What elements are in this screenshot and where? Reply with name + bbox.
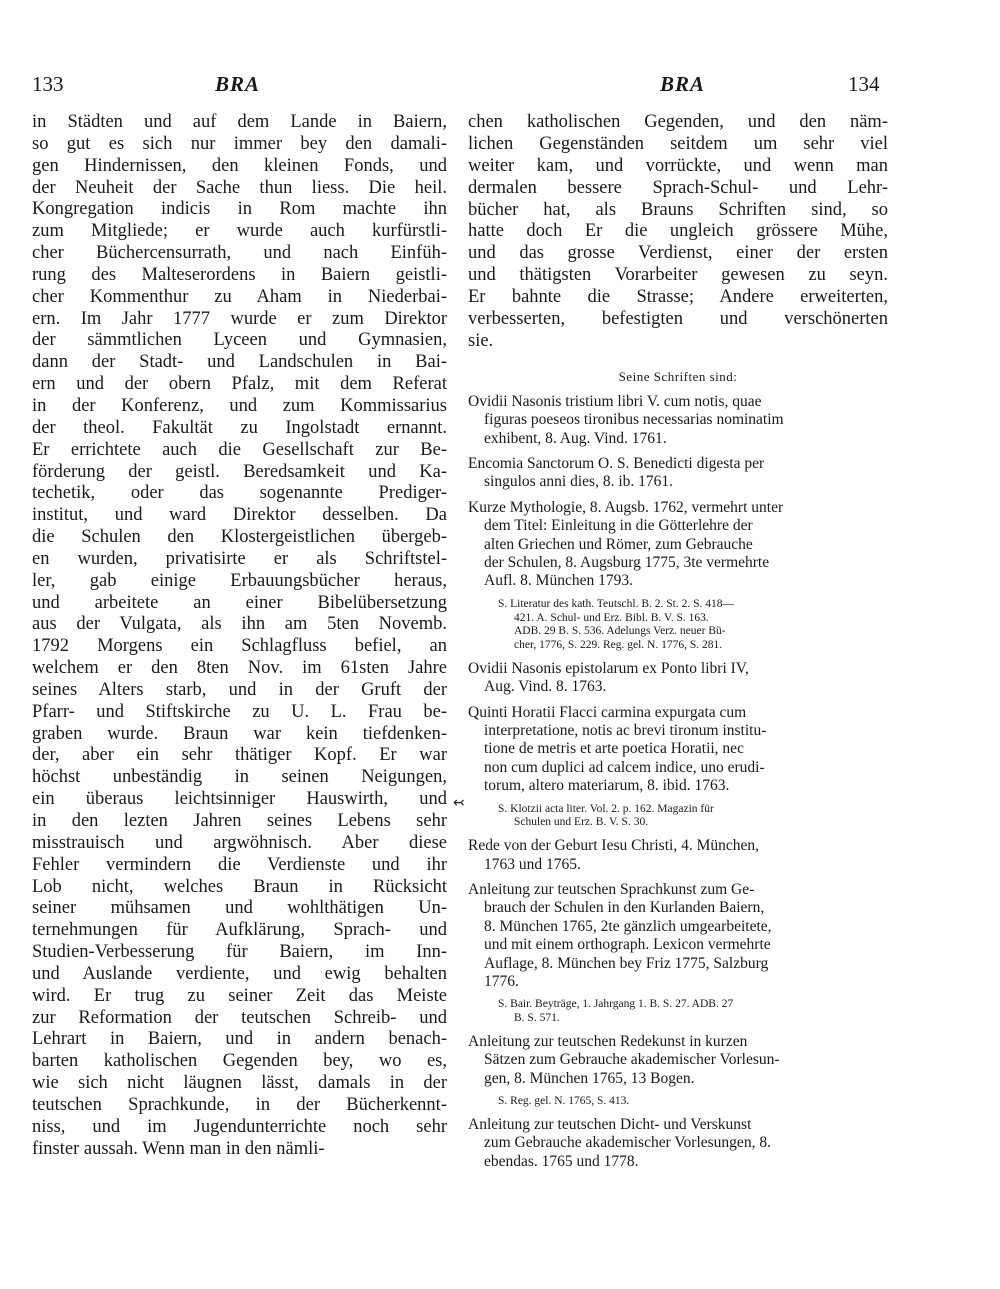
- bibliography-entry: [468, 1033, 888, 1088]
- entry-line: Sätzen zum Gebrauche akademischer Vorlesun-: [484, 1051, 780, 1069]
- works-list: [468, 393, 888, 1171]
- text-line: zum Mitgliede; er wurde auch kurfürstli-: [32, 221, 447, 242]
- text-line: sie.: [468, 330, 494, 351]
- text-line: der sämmtlichen Lyceen und Gymnasien,: [32, 330, 447, 351]
- left-column: [32, 112, 447, 1161]
- entry-line: Anleitung zur teutschen Dicht- und Verskunst: [468, 1115, 752, 1133]
- entry-line: Ovidii Nasonis tristium libri V. cum notis, quae: [468, 392, 762, 410]
- text-line: dann der Stadt- und Landschulen in Bai-: [32, 352, 447, 373]
- works-heading: Seine Schriften sind:: [618, 368, 738, 384]
- page-header: [0, 72, 1000, 102]
- text-line: Lehrart in Baiern, und in andern benach-: [32, 1029, 447, 1050]
- text-line: ein überaus leichtsinniger Hauswirth, und: [32, 789, 447, 810]
- note-line: B. S. 571.: [514, 1012, 560, 1025]
- bibliography-entry: [468, 881, 888, 991]
- entry-line: Anleitung zur teutschen Redekunst in kurzen: [468, 1032, 748, 1050]
- entry-line: exhibent, 8. Aug. Vind. 1761.: [484, 429, 667, 447]
- text-line: graben wurde. Braun war kein tiefdenken-: [32, 723, 447, 744]
- text-line: Kongregation indicis in Rom machte ihn: [32, 199, 447, 220]
- text-line: Lob nicht, welches Braun in Rücksicht: [32, 876, 447, 897]
- text-line: ler, gab einige Erbauungsbücher heraus,: [32, 570, 447, 591]
- bibliography-entry: [468, 499, 888, 591]
- text-line: zur Reformation der teutschen Schreib- und: [32, 1007, 447, 1028]
- entry-line: figuras poeseos tironibus necessarias nominatim: [484, 411, 784, 429]
- bibliography-entry: [468, 704, 888, 796]
- text-line: ern. Im Jahr 1777 wurde er zum Direktor: [32, 308, 447, 329]
- text-line: in Städten und auf dem Lande in Baiern,: [32, 112, 447, 132]
- entry-line: der Schulen, 8. Augsburg 1775, 3te vermehrte: [484, 553, 770, 571]
- text-line: barten katholischen Gegenden bey, wo es,: [32, 1051, 447, 1072]
- text-line: förderung der geistl. Beredsamkeit und Ka-: [32, 461, 447, 482]
- entry-line: Auflage, 8. München bey Friz 1775, Salzburg: [484, 954, 769, 972]
- text-line: dermalen bessere Sprach-Schul- und Lehr-: [468, 177, 888, 198]
- entry-line: ebendas. 1765 und 1778.: [484, 1152, 639, 1170]
- text-line: gen Hindernissen, den kleinen Fonds, und: [32, 155, 447, 176]
- text-line: und thätigsten Vorarbeiter gewesen zu seyn.: [468, 265, 888, 286]
- bibliography-entry: [468, 393, 888, 448]
- text-line: in den lezten Jahren seines Lebens sehr: [32, 811, 447, 831]
- right-column: [468, 112, 888, 1178]
- text-line: techetik, oder das sogenannte Prediger-: [32, 483, 447, 504]
- text-line: der theol. Fakultät zu Ingolstadt ernannt.: [32, 417, 447, 438]
- note-line: S. Reg. gel. N. 1765, S. 413.: [498, 1095, 630, 1108]
- text-line: Pfarr- und Stiftskirche zu U. L. Frau be-: [32, 701, 447, 722]
- page-number-right: 134: [848, 72, 880, 96]
- text-line: die Schulen den Klostergeistlichen übergeb-: [32, 527, 447, 548]
- running-head-right: BRA: [660, 72, 706, 96]
- marginal-mark: ↢: [453, 795, 465, 811]
- entry-line: und mit einem orthograph. Lexicon vermehrte: [484, 936, 771, 954]
- entry-line: Quinti Horatii Flacci carmina expurgata cum: [468, 703, 747, 721]
- text-line: verbesserten, befestigten und verschönerten: [468, 309, 888, 330]
- entry-line: Ovidii Nasonis epistolarum ex Ponto libri IV,: [468, 659, 749, 677]
- text-line: Er errichtete auch die Gesellschaft zur Be-: [32, 439, 447, 460]
- bibliography-note: [468, 598, 888, 653]
- entry-line: Kurze Mythologie, 8. Augsb. 1762, vermehrt unter: [468, 498, 784, 516]
- note-line: S. Klotzii acta liter. Vol. 2. p. 162. Magazin für: [498, 802, 714, 815]
- text-line: cher Kommenthur zu Aham in Niederbai-: [32, 286, 447, 307]
- text-line: welchem er den 8ten Nov. im 61sten Jahre: [32, 658, 447, 679]
- text-line: und das grosse Verdienst, einer der ersten: [468, 243, 888, 264]
- entry-line: Anleitung zur teutschen Sprachkunst zum Ge-: [468, 881, 755, 898]
- entry-line: tione de metris et arte poetica Horatii, nec: [484, 740, 744, 758]
- text-line: und Auslande verdiente, und ewig behalten: [32, 963, 447, 984]
- text-line: weiter kam, und vorrückte, und wenn man: [468, 155, 888, 176]
- text-line: lichen Gegenständen seitdem um sehr viel: [468, 133, 888, 154]
- entry-line: dem Titel: Einleitung in die Götterlehre der: [484, 517, 753, 535]
- entry-line: brauch der Schulen in den Kurlanden Baiern,: [484, 899, 765, 917]
- note-line: ADB. 29 B. S. 536. Adelungs Verz. neuer Bü-: [514, 625, 726, 638]
- text-line: teutschen Sprachkunde, in der Bücherkennt-: [32, 1094, 447, 1115]
- entry-line: 1776.: [484, 972, 519, 990]
- bibliography-entry: [468, 837, 888, 874]
- text-line: der Neuheit der Sache thun liess. Die heil.: [32, 177, 447, 198]
- entry-line: 8. München 1765, 2te gänzlich umgearbeitete,: [484, 917, 772, 935]
- note-line: S. Literatur des kath. Teutschl. B. 2. St. 2. S. 418—: [498, 597, 734, 610]
- text-line: 1792 Morgens ein Schlagfluss befiel, an: [32, 636, 447, 657]
- text-line: rung des Malteserordens in Baiern geistli-: [32, 264, 447, 285]
- right-column-text: [468, 112, 888, 353]
- entry-line: Rede von der Geburt Iesu Christi, 4. München,: [468, 837, 759, 855]
- text-line: chen katholischen Gegenden, und den näm-: [468, 112, 888, 132]
- text-line: bücher hat, als Brauns Schriften sind, so: [468, 199, 888, 220]
- entry-line: interpretatione, notis ac brevi tironum institu-: [484, 722, 767, 740]
- bibliography-note: [468, 998, 888, 1026]
- text-line: Er bahnte die Strasse; Andere erweiterten,: [468, 287, 888, 308]
- text-line: institut, und ward Direktor desselben. Da: [32, 505, 447, 526]
- text-line: ternehmungen für Aufklärung, Sprach- und: [32, 920, 447, 941]
- text-line: wie sich nicht läugnen lässt, damals in der: [32, 1073, 447, 1094]
- text-line: so gut es sich nur immer bey den damali-: [32, 133, 447, 154]
- note-line: cher, 1776, S. 229. Reg. gel. N. 1776, S. 281.: [514, 639, 723, 652]
- entry-line: gen, 8. München 1765, 13 Bogen.: [484, 1069, 695, 1087]
- entry-line: non cum duplici ad calcem indice, uno erudi-: [484, 758, 765, 776]
- text-line: seiner mühsamen und wohlthätigen Un-: [32, 898, 447, 919]
- bibliography-entry: [468, 660, 888, 697]
- entry-line: singulos anni dies, 8. ib. 1761.: [484, 473, 674, 491]
- bibliography-entry: [468, 1116, 888, 1171]
- text-line: wird. Er trug zu seiner Zeit das Meiste: [32, 985, 447, 1006]
- text-line: niss, und im Jugendunterrichte noch sehr: [32, 1116, 447, 1137]
- page-number-left: 133: [32, 72, 64, 96]
- note-line: Schulen und Erz. B. V. S. 30.: [514, 816, 649, 829]
- note-line: 421. A. Schul- und Erz. Bibl. B. V. S. 163.: [514, 611, 709, 624]
- entry-line: Aug. Vind. 8. 1763.: [484, 678, 607, 696]
- text-line: seines Alters starb, und in der Gruft der: [32, 679, 447, 700]
- entry-line: Aufl. 8. München 1793.: [484, 572, 633, 590]
- bibliography-note: [468, 1095, 888, 1109]
- note-line: S. Bair. Beyträge, 1. Jahrgang 1. B. S. 27. ADB. 27: [498, 998, 734, 1011]
- text-line: und arbeitete an einer Bibelübersetzung: [32, 592, 447, 613]
- bibliography-note: [468, 803, 888, 831]
- text-line: cher Büchercensurrath, und nach Einfüh-: [32, 243, 447, 264]
- text-line: der, aber ein sehr thätiger Kopf. Er war: [32, 745, 447, 766]
- bibliography-entry: [468, 455, 888, 492]
- text-line: Studien-Verbesserung für Baiern, im Inn-: [32, 942, 447, 963]
- text-line: aus der Vulgata, als ihn am 5ten Novemb.: [32, 614, 447, 635]
- entry-line: zum Gebrauche akademischer Vorlesungen, 8.: [484, 1134, 771, 1152]
- entry-line: alten Griechen und Römer, zum Gebrauche: [484, 535, 753, 553]
- text-line: Fehler vermindern die Verdienste und ihr: [32, 854, 447, 875]
- running-head-left: BRA: [215, 72, 261, 96]
- entry-line: torum, altero materiarum, 8. ibid. 1763.: [484, 777, 730, 795]
- text-line: misstrauisch und argwöhnisch. Aber diese: [32, 832, 447, 853]
- text-line: hatte doch Er die ungleich grössere Mühe,: [468, 221, 888, 242]
- entry-line: Encomia Sanctorum O. S. Benedicti digesta per: [468, 454, 765, 472]
- text-line: en wurden, privatisirte er als Schriftstel-: [32, 548, 447, 569]
- text-line: ern und der obern Pfalz, mit dem Referat: [32, 374, 447, 395]
- text-line: höchst unbeständig in seinen Neigungen,: [32, 767, 447, 788]
- text-line: in der Konferenz, und zum Kommissarius: [32, 395, 447, 416]
- entry-line: 1763 und 1765.: [484, 855, 581, 873]
- text-line: finster aussah. Wenn man in den nämli-: [32, 1138, 325, 1159]
